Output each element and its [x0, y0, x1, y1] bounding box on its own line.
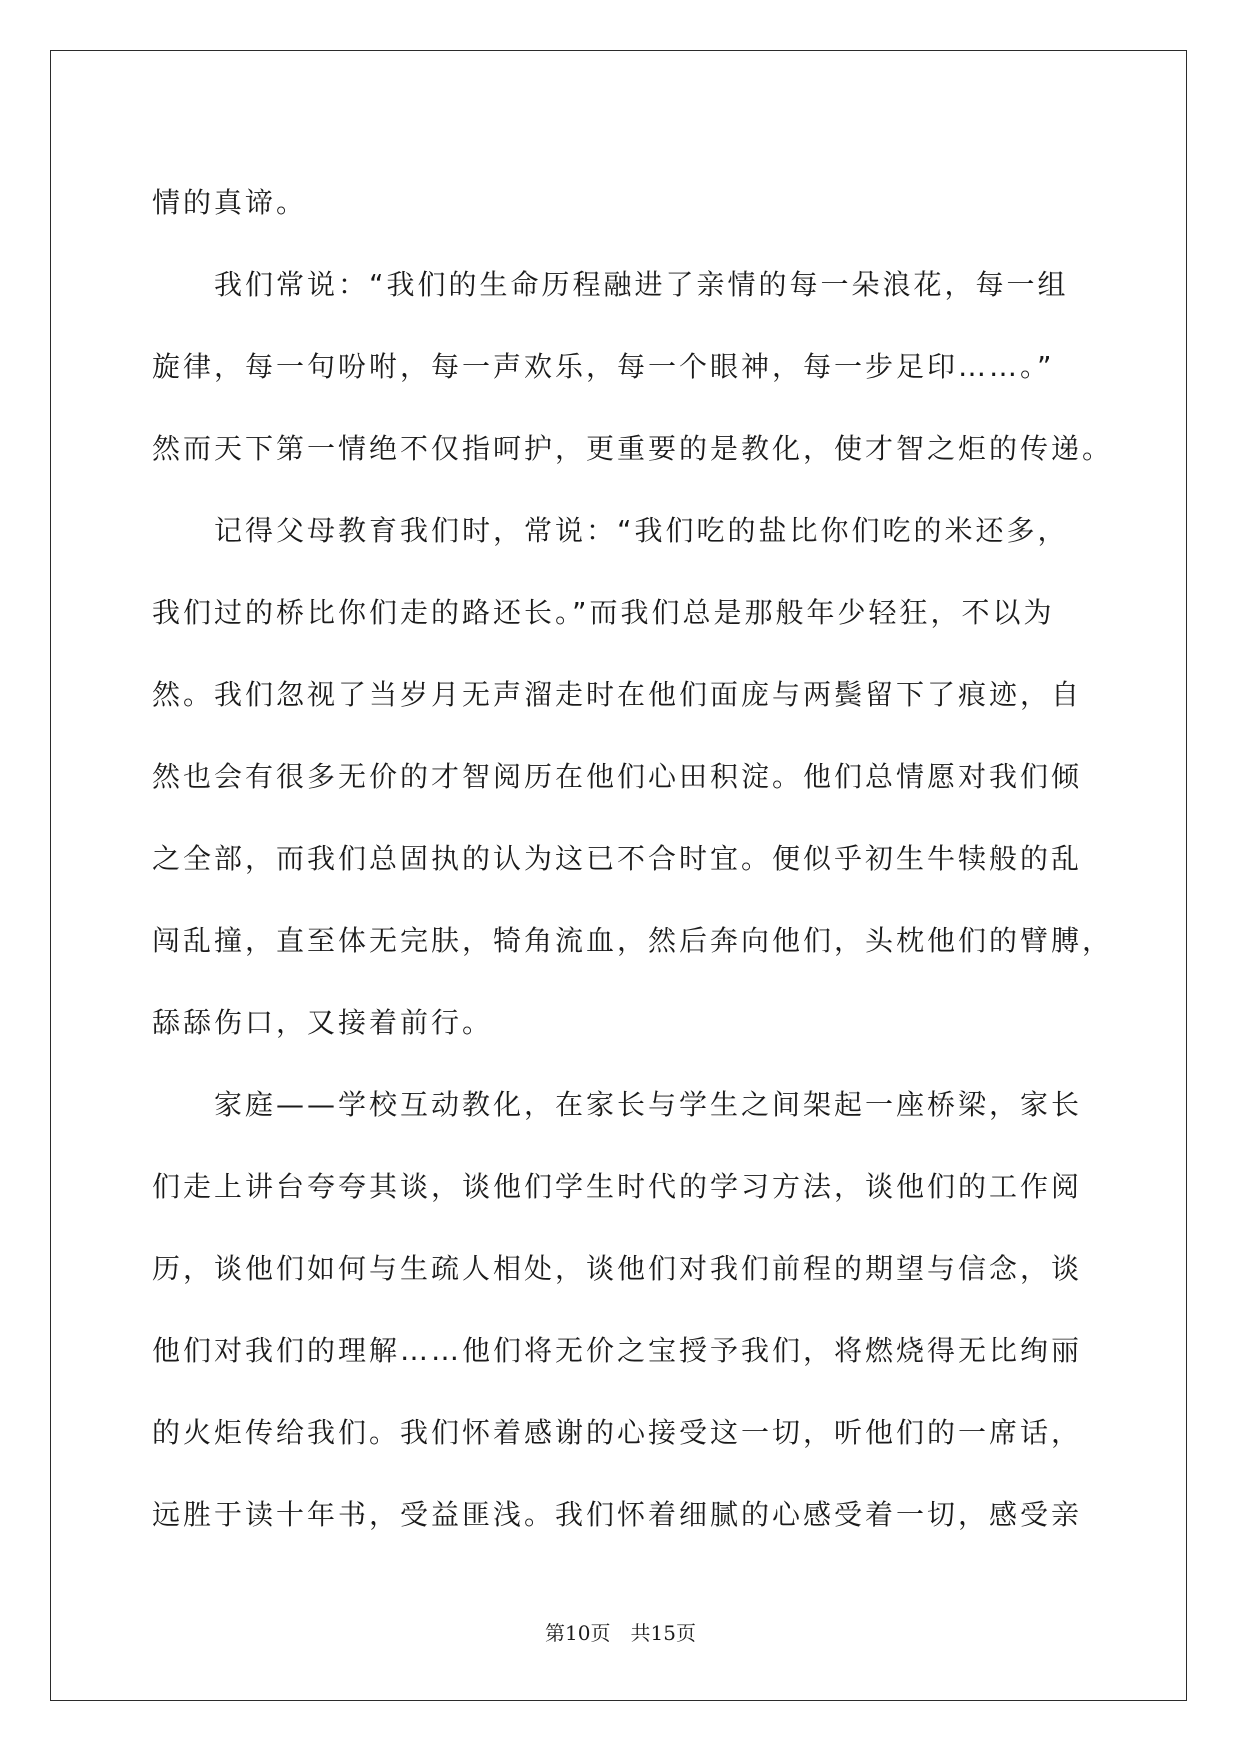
text-line: 然。我们忽视了当岁月无声溜走时在他们面庞与两鬓留下了痕迹，自	[152, 678, 1083, 711]
text-line: 家庭——学校互动教化，在家长与学生之间架起一座桥梁，家长	[214, 1088, 1083, 1121]
text-line: 远胜于读十年书，受益匪浅。我们怀着细腻的心感受着一切，感受亲	[152, 1498, 1083, 1531]
text-line: 舔舔伤口，又接着前行。	[152, 1006, 494, 1039]
text-line: 我们过的桥比你们走的路还长。”而我们总是那般年少轻狂，不以为	[152, 596, 1055, 629]
text-line: 情的真谛。	[152, 186, 308, 219]
text-line: 的火炬传给我们。我们怀着感谢的心接受这一切，听他们的一席话，	[152, 1416, 1083, 1449]
page-number-footer: 第10页 共15页	[545, 1621, 696, 1645]
text-line: 闯乱撞，直至体无完肤，犄角流血，然后奔向他们，头枕他们的臂膊，	[152, 924, 1114, 957]
text-line: 然也会有很多无价的才智阅历在他们心田积淀。他们总情愿对我们倾	[152, 760, 1083, 793]
text-line: 之全部，而我们总固执的认为这已不合时宜。便似乎初生牛犊般的乱	[152, 842, 1083, 875]
document-body	[152, 162, 1114, 1556]
text-line: 记得父母教育我们时，常说：“我们吃的盐比你们吃的米还多，	[214, 514, 1069, 547]
text-line: 我们常说：“我们的生命历程融进了亲情的每一朵浪花，每一组	[214, 268, 1069, 301]
text-line: 旋律，每一句吩咐，每一声欢乐，每一个眼神，每一步足印……。”	[152, 350, 1055, 383]
text-line: 他们对我们的理解……他们将无价之宝授予我们，将燃烧得无比绚丽	[152, 1334, 1083, 1367]
text-line: 们走上讲台夸夸其谈，谈他们学生时代的学习方法，谈他们的工作阅	[152, 1170, 1083, 1203]
text-line: 然而天下第一情绝不仅指呵护，更重要的是教化，使才智之炬的传递。	[152, 432, 1114, 465]
text-line: 历，谈他们如何与生疏人相处，谈他们对我们前程的期望与信念，谈	[152, 1252, 1083, 1285]
